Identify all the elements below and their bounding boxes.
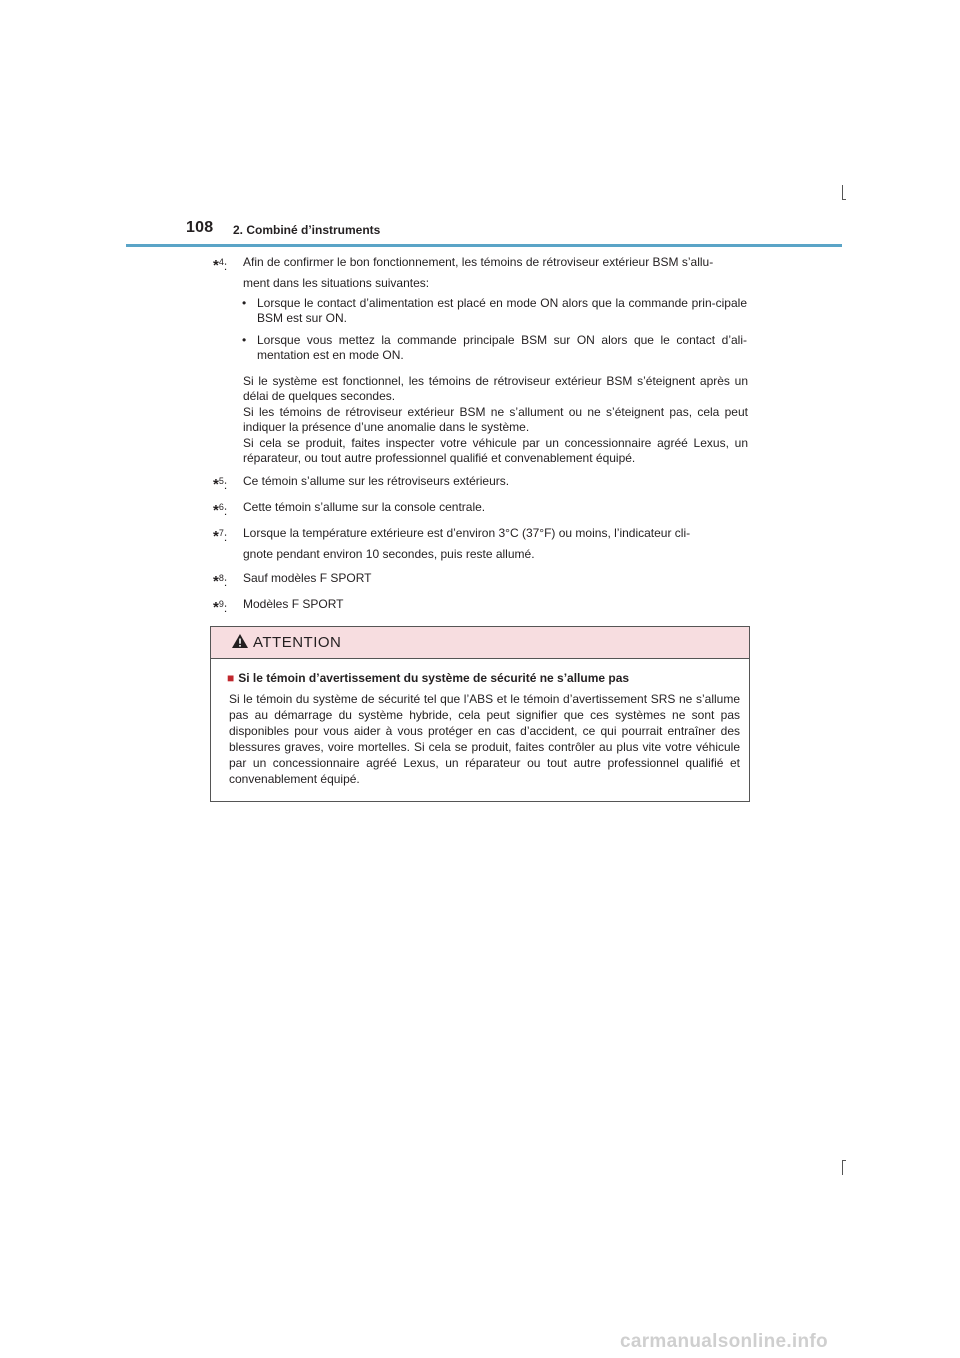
attention-box: [210, 626, 750, 802]
footnote-marker: *$^5$:: [213, 476, 228, 493]
crop-mark-top: [842, 185, 843, 199]
footnote-text: Ce témoin s’allume sur les rétroviseurs extérieurs.: [243, 474, 510, 488]
warning-icon: [231, 633, 249, 654]
paragraph: Si le système est fonctionnel, les témoins de rétroviseur extérieur BSM s’éteignent après un délai de quelques secondes.: [243, 374, 748, 403]
footnote-7: [213, 525, 748, 562]
square-bullet-icon: ■: [227, 671, 235, 685]
footnote-text: Lorsque la température extérieure est d’environ 3°C (37°F) ou moins, l’indicateur cli-: [243, 526, 691, 540]
crop-mark-top-foot: [842, 199, 846, 200]
attention-title: ATTENTION: [253, 634, 342, 651]
paragraph: Si cela se produit, faites inspecter votre véhicule par un concessionnaire agréé Lexus, un réparateur, ou tout autre professionnel qualifié et convenablement équipé.: [243, 436, 748, 465]
attention-header: [211, 627, 749, 659]
footnote-4: [213, 254, 748, 291]
footnote-marker: *$^6$:: [213, 502, 228, 519]
crop-mark-bottom: [842, 1160, 843, 1175]
footnote-text-cont: gnote pendant environ 10 secondes, puis reste allumé.: [243, 546, 535, 561]
list-item: • Lorsque vous mettez la commande principale BSM sur ON alors que le contact d’ali-mentation est en mode ON.: [242, 333, 747, 362]
footnote-text: Sauf modèles F SPORT: [243, 571, 372, 585]
footnote-8: [213, 570, 748, 591]
footnote-text: Cette témoin s’allume sur la console centrale.: [243, 500, 486, 514]
attention-subtitle: ■ Si le témoin d’avertissement du système de sécurité ne s’allume pas: [227, 671, 630, 685]
list-item: • Lorsque le contact d’alimentation est placé en mode ON alors que la commande prin-cipale BSM est sur ON.: [242, 296, 747, 325]
footnote-text-cont: ment dans les situations suivantes:: [243, 275, 430, 290]
footnote-text: Modèles F SPORT: [243, 597, 344, 611]
watermark: carmanualsonline.info: [620, 1331, 828, 1352]
paragraph: Si les témoins de rétroviseur extérieur BSM ne s’allument ou ne s’éteignent pas, cela peut indiquer la présence d’une anomalie dans le système.: [243, 405, 748, 434]
footnote-5: [213, 473, 748, 494]
footnote-marker: *$^4$:: [213, 257, 228, 274]
footnote-marker: *$^9$:: [213, 599, 228, 616]
footnote-9: [213, 596, 748, 617]
footnote-6: [213, 499, 748, 520]
section-title: 2. Combiné d’instruments: [233, 223, 381, 237]
crop-mark-bottom-foot: [842, 1160, 846, 1161]
footnote-text: Afin de confirmer le bon fonctionnement, les témoins de rétroviseur extérieur BSM s’allu-: [243, 255, 714, 269]
footnote-marker: *$^8$:: [213, 573, 228, 590]
attention-body: Si le témoin du système de sécurité tel que l’ABS et le témoin d’avertissement SRS ne s’allume pas au démarrage du système hybride, cela peut signifier que ces systèmes ne sont pas disponibles pour vous aider à vous protéger en cas d’accident, ce qui pourrait entraîner des blessures graves, voire mortelles. Si cela se produit, faites contrôler au plus vite votre véhicule par un concessionnaire agréé Lexus, un réparateur ou tout autre professionnel qualifié et convenablement équipé.: [229, 692, 740, 786]
header-rule: [126, 244, 842, 247]
footnote-marker: *$^7$:: [213, 528, 228, 545]
page-number: 108: [186, 219, 214, 236]
